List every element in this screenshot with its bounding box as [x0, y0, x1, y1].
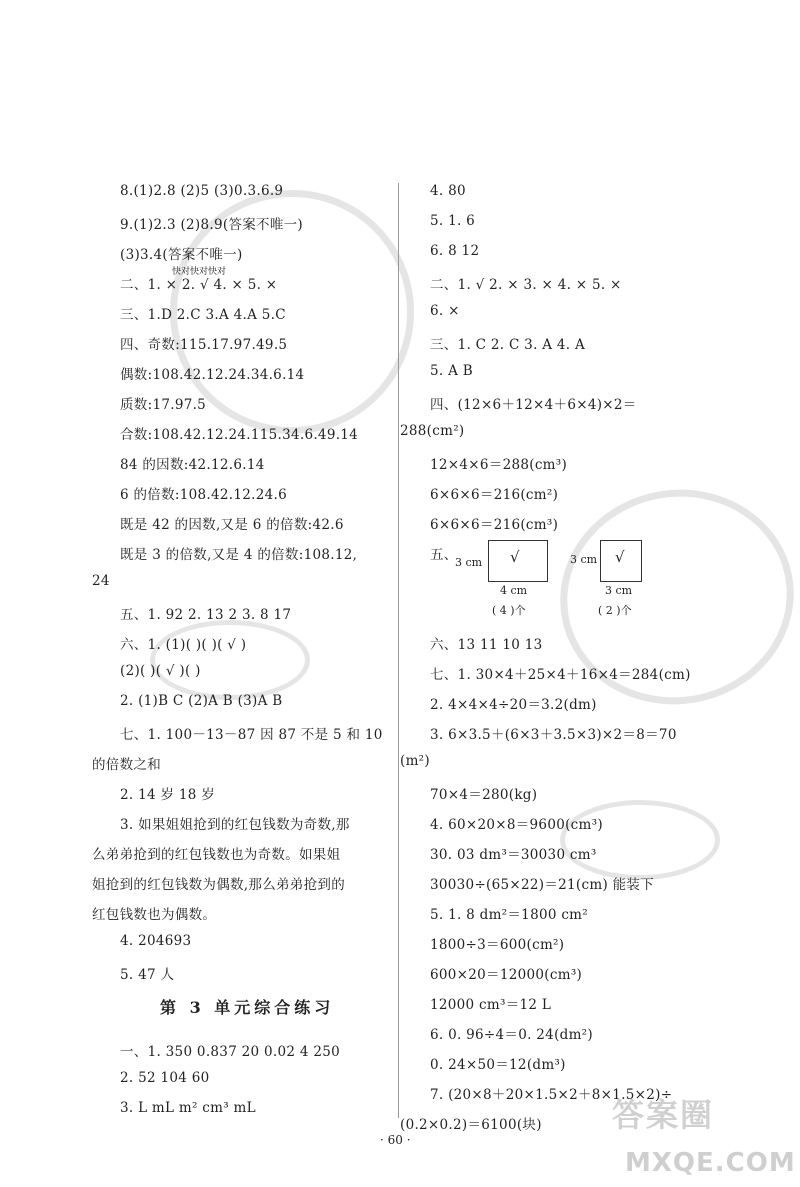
stamp-mark — [543, 471, 800, 722]
answer-line: 偶数:108.42.12.24.34.6.14 — [120, 367, 305, 383]
box1-left-label: 3 cm — [455, 556, 483, 569]
answer-line: (2)( )( √ )( ) — [120, 663, 201, 679]
answer-line: 30030÷(65×22)＝21(cm) 能装下 — [430, 877, 655, 893]
small-note: 快对快对快对 — [172, 267, 227, 277]
answer-line: 三、1. C 2. C 3. A 4. A — [430, 337, 586, 353]
answer-line: 0. 24×50＝12(dm³) — [430, 1057, 566, 1073]
answer-line: 合数:108.42.12.24.115.34.6.49.14 — [120, 427, 359, 443]
watermark-url: MXQE.COM — [625, 1148, 796, 1178]
answer-line: 六、1. (1)( )( )( √ ) — [120, 637, 247, 653]
answer-line: 70×4＝280(kg) — [430, 787, 538, 803]
answer-line: 3. 如果姐姐抢到的红包钱数为奇数,那 — [120, 817, 350, 833]
answer-line: 5. A B — [430, 363, 473, 379]
answer-line: 4. 60×20×8＝9600(cm³) — [430, 817, 603, 833]
answer-line: 2. 14 岁 18 岁 — [120, 787, 216, 803]
answer-line: 24 — [92, 573, 110, 589]
answer-line: 84 的因数:42.12.6.14 — [120, 457, 265, 473]
answer-line: 2. 52 104 60 — [120, 1070, 210, 1086]
answer-line: 红包钱数也为偶数。 — [92, 907, 217, 923]
answer-line: 2. 4×4×4÷20＝3.2(dm) — [430, 697, 597, 713]
box2-count: ( 2 )个 — [598, 604, 632, 617]
box2-check-mark: √ — [615, 548, 625, 566]
answer-line: 么弟弟抢到的红包钱数也为奇数。如果姐 — [92, 847, 341, 863]
box1-bottom-label: 4 cm — [500, 584, 528, 597]
answer-line: 6. 8 12 — [430, 243, 480, 259]
answer-line: 288(cm²) — [400, 423, 465, 439]
page-number: · 60 · — [380, 1133, 411, 1147]
answer-line: 30. 03 dm³＝30030 cm³ — [430, 847, 597, 863]
answer-line: (0.2×0.2)＝6100(块) — [400, 1117, 542, 1133]
answer-line: 四、(12×6＋12×4＋6×4)×2＝ — [430, 397, 637, 413]
answer-line: 6×6×6＝216(cm³) — [430, 517, 559, 533]
answer-line: 1800÷3＝600(cm²) — [430, 937, 565, 953]
answer-line: 质数:17.97.5 — [120, 397, 207, 413]
answer-line: 七、1. 30×4＋25×4＋16×4＝284(cm) — [430, 667, 691, 683]
answer-line: 姐抢到的红包钱数为偶数,那么弟弟抢到的 — [92, 877, 345, 893]
stamp-mark — [560, 800, 720, 880]
answer-line: 6. 0. 96÷4＝0. 24(dm²) — [430, 1027, 593, 1043]
box1-count: ( 4 )个 — [492, 604, 526, 617]
answer-line: (m²) — [400, 753, 430, 769]
box2-bottom-label: 3 cm — [605, 584, 633, 597]
answer-line: 3. 6×3.5＋(6×3＋3.5×3)×2＝8＝70 — [430, 727, 677, 743]
answer-line: (3)3.4(答案不唯一) — [120, 247, 243, 263]
stamp-mark — [150, 620, 310, 700]
answer-line: 4. 204693 — [120, 933, 192, 949]
answer-line: 既是 3 的倍数,又是 4 的倍数:108.12, — [120, 547, 358, 563]
box1-check-mark: √ — [510, 548, 520, 566]
answer-line: 7. (20×8＋20×1.5×2＋8×1.5×2)÷ — [430, 1087, 673, 1103]
answer-line: 12000 cm³＝12 L — [430, 997, 552, 1013]
answer-line: 5. 1. 8 dm²＝1800 cm² — [430, 907, 588, 923]
answer-line: 二、1. √ 2. × 3. × 4. × 5. × — [430, 277, 622, 293]
section-title: 第 3 单元综合练习 — [160, 998, 335, 1017]
answer-line: 8.(1)2.8 (2)5 (3)0.3.6.9 — [120, 183, 284, 199]
answer-line: 六、13 11 10 13 — [430, 637, 543, 653]
box2-left-label: 3 cm — [570, 553, 598, 566]
answer-line: 4. 80 — [430, 183, 466, 199]
answer-line: 五、 — [430, 547, 458, 563]
answer-line: 9.(1)2.3 (2)8.9(答案不唯一) — [120, 217, 303, 233]
answer-line: 6×6×6＝216(cm²) — [430, 487, 559, 503]
answer-line: 2. (1)B C (2)A B (3)A B — [120, 693, 283, 709]
answer-line: 6 的倍数:108.42.12.24.6 — [120, 487, 287, 503]
answer-line: 二、1. × 2. √ 4. × 5. × — [120, 277, 278, 293]
answer-line: 五、1. 92 2. 13 2 3. 8 17 — [120, 607, 292, 623]
answer-line: 6. × — [430, 303, 460, 319]
answer-line: 5. 1. 6 — [430, 213, 476, 229]
answer-line: 600×20＝12000(cm³) — [430, 967, 583, 983]
answer-line: 既是 42 的因数,又是 6 的倍数:42.6 — [120, 517, 344, 533]
answer-line: 12×4×6＝288(cm³) — [430, 457, 568, 473]
watermark-badge: 答案圈 — [612, 1096, 715, 1134]
answer-line: 三、1.D 2.C 3.A 4.A 5.C — [120, 307, 286, 323]
answer-line: 的倍数之和 — [92, 757, 161, 773]
answer-line: 一、1. 350 0.837 20 0.02 4 250 — [120, 1044, 341, 1060]
answer-line: 5. 47 人 — [120, 967, 175, 983]
answer-line: 3. L mL m² cm³ mL — [120, 1100, 256, 1116]
answer-line: 四、奇数:115.17.97.49.5 — [120, 337, 288, 353]
answer-line: 七、1. 100－13－87 因 87 不是 5 和 10 — [120, 727, 383, 743]
column-divider — [398, 183, 399, 1118]
